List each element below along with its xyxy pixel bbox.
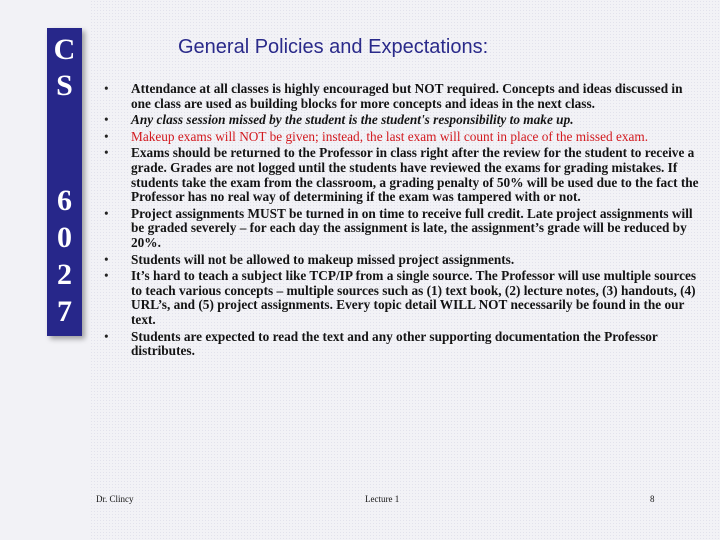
bullet-icon: •: [104, 145, 109, 161]
policy-item: [100, 113, 700, 128]
slide-title: General Policies and Expectations:: [178, 36, 489, 58]
course-number-digit: 6: [57, 184, 72, 217]
course-number-digit: 0: [57, 221, 72, 254]
policy-item: [100, 207, 700, 251]
course-number-digit: 2: [57, 258, 72, 291]
bullet-icon: •: [104, 251, 109, 267]
policy-text: Exams should be returned to the Professor in class right after the review for the student to receive a grade. Grades are not logged until the students have reviewed the exams for grading mistakes. If students take the exam from the classroom, a grading penalty of 50% will be used due to the fact the Professor has no real way of determining if the exam was tampered with or not.: [131, 145, 699, 205]
course-code-bar: [47, 28, 82, 336]
policy-text: Students will not be allowed to makeup missed project assignments.: [131, 251, 515, 267]
sidebar: [0, 0, 90, 540]
bullet-icon: •: [104, 128, 109, 144]
policy-item: [100, 130, 700, 145]
policy-text: Any class session missed by the student is the student's responsibility to make up.: [131, 112, 574, 128]
policy-list: [100, 82, 700, 359]
bullet-icon: •: [104, 81, 109, 96]
course-letter: S: [56, 69, 73, 102]
policy-item: [100, 146, 700, 204]
policy-item: [100, 253, 700, 268]
policy-item: [100, 269, 700, 327]
policy-item: [100, 82, 700, 111]
policy-text: Attendance at all classes is highly encouraged but NOT required. Concepts and ideas discussed in one class are used as building blocks for more concepts and ideas in the next class.: [131, 81, 683, 111]
bullet-icon: •: [104, 205, 109, 221]
policy-text: It’s hard to teach a subject like TCP/IP from a single source. The Professor will use multiple sources to teach various concepts – multiple sources such as (1) text book, (2) lecture notes, (3) handouts, (4) URL’s, and (5) project assignments. Every topic detail WILL NOT necessarily be found in the our text.: [131, 268, 697, 327]
policy-text: Students are expected to read the text and any other supporting documentation the Professor distributes.: [131, 328, 658, 359]
bullet-icon: •: [104, 328, 109, 344]
footer-author: Dr. Clincy: [96, 494, 134, 504]
policy-item: [100, 330, 700, 359]
policy-text: Project assignments MUST be turned in on time to receive full credit. Late project assignments will be graded severely – for each day the assignment is late, the assignment’s grade will be reduced by 20%.: [131, 205, 693, 250]
bullet-icon: •: [104, 268, 109, 284]
bullet-icon: •: [104, 112, 109, 128]
policy-text: Makeup exams will NOT be given; instead, the last exam will count in place of the missed exam.: [131, 128, 649, 144]
footer-lecture: Lecture 1: [365, 494, 400, 504]
course-number-digit: 7: [57, 295, 72, 328]
course-letter: C: [53, 33, 76, 66]
footer-page-number: 8: [650, 494, 655, 504]
